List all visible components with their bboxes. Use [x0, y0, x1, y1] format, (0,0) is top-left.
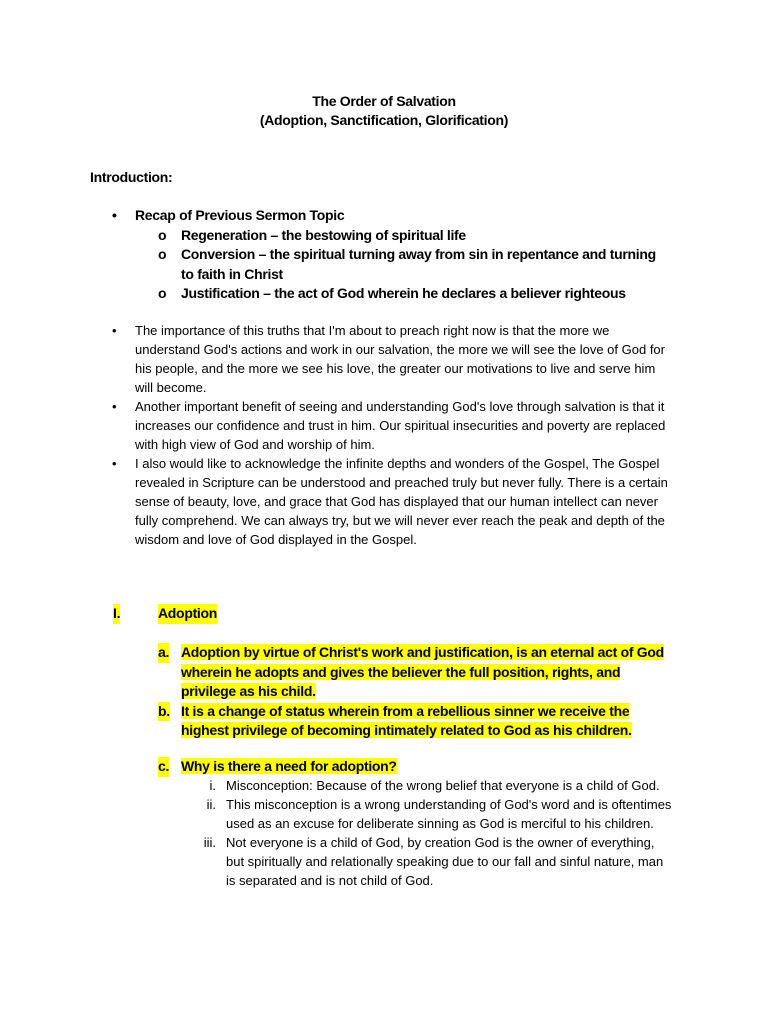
intro-paragraph	[112, 397, 672, 454]
recap-subitem-text: Justification – the act of God wherein he declares a believer righteous	[181, 285, 626, 301]
section-points-list	[158, 643, 678, 741]
question-text: Why is there a need for adoption?	[181, 758, 397, 774]
point-text: It is a change of status wherein from a rebellious sinner we receive the highest privilege of becoming intimately related to God as his children.	[181, 702, 632, 738]
recap-subitem	[112, 245, 672, 284]
roman-point	[198, 833, 676, 890]
section-title: Adoption	[158, 604, 217, 624]
recap-subitem	[112, 284, 672, 304]
section-number: I.	[113, 604, 120, 624]
intro-paragraph	[112, 321, 672, 397]
question-point	[158, 757, 678, 777]
intro-paragraph-text: Another important benefit of seeing and understanding God's love through salvation is that it increases our confidence and trust in him. Our spiritual insecurities and poverty are replaced with high view of God and worship of him.	[135, 399, 666, 452]
section-point	[158, 643, 678, 702]
roman-point-text: This misconception is a wrong understanding of God's word and is oftentimes used as an excuse for deliberate sinning as God is merciful to his children.	[226, 797, 672, 831]
point-letter: a.	[158, 643, 169, 663]
sub-bullet-icon: o	[158, 226, 167, 243]
recap-list	[112, 206, 672, 304]
roman-point-list	[198, 776, 676, 890]
sub-bullet-icon: o	[158, 246, 167, 262]
bullet-icon: •	[112, 399, 117, 414]
bullet-icon: •	[112, 207, 117, 223]
roman-point-text: Not everyone is a child of God, by creation God is the owner of everything, but spiritually and relationally speaking due to our fall and sinful nature, man is separated and is not child of God.	[226, 835, 664, 888]
recap-subitem-text: Regeneration – the bestowing of spiritual life	[181, 226, 466, 243]
recap-subitem	[112, 226, 672, 246]
introduction-heading: Introduction:	[90, 169, 173, 185]
recap-item	[112, 206, 672, 226]
bullet-icon: •	[112, 323, 117, 338]
intro-paragraph	[112, 454, 672, 549]
title-line-2: (Adoption, Sanctification, Glorification)	[259, 112, 509, 128]
section-point	[158, 702, 678, 741]
intro-paragraph-text: The importance of this truths that I'm about to preach right now is that the more we understand God's actions and work in our salvation, the more we will see the love of God for his people, and the more we see his love, the greater our motivations to live and serve him will become.	[135, 323, 665, 395]
bullet-icon: •	[112, 456, 117, 471]
point-letter: b.	[158, 702, 170, 722]
roman-point	[198, 795, 676, 833]
roman-numeral: ii.	[206, 797, 216, 812]
sub-bullet-icon: o	[158, 285, 167, 301]
section-point	[158, 757, 678, 777]
point-letter: c.	[158, 757, 169, 777]
recap-subitem-text: Conversion – the spiritual turning away from sin in repentance and turning to faith in Christ	[181, 246, 656, 282]
document-title	[0, 92, 768, 130]
roman-point	[198, 776, 676, 795]
intro-paragraph-list	[112, 321, 672, 549]
roman-numeral: i.	[209, 778, 216, 793]
roman-point-text: Misconception: Because of the wrong belief that everyone is a child of God.	[226, 778, 660, 793]
roman-numeral: iii.	[203, 835, 216, 850]
point-text: Adoption by virtue of Christ's work and justification, is an eternal act of God wherein he adopts and gives the believer the full position, rights, and privilege as his child.	[181, 644, 664, 699]
intro-paragraph-text: I also would like to acknowledge the infinite depths and wonders of the Gospel, The Gospel revealed in Scripture can be understood and preached truly but never fully. There is a certain sense of beauty, love, and grace that God has displayed that our human intellect can never fully comprehend. We can always try, but we will never ever reach the peak and depth of the wisdom and love of God displayed in the Gospel.	[135, 456, 668, 547]
recap-label: Recap of Previous Sermon Topic	[135, 207, 345, 223]
title-line-1: The Order of Salvation	[312, 93, 456, 109]
